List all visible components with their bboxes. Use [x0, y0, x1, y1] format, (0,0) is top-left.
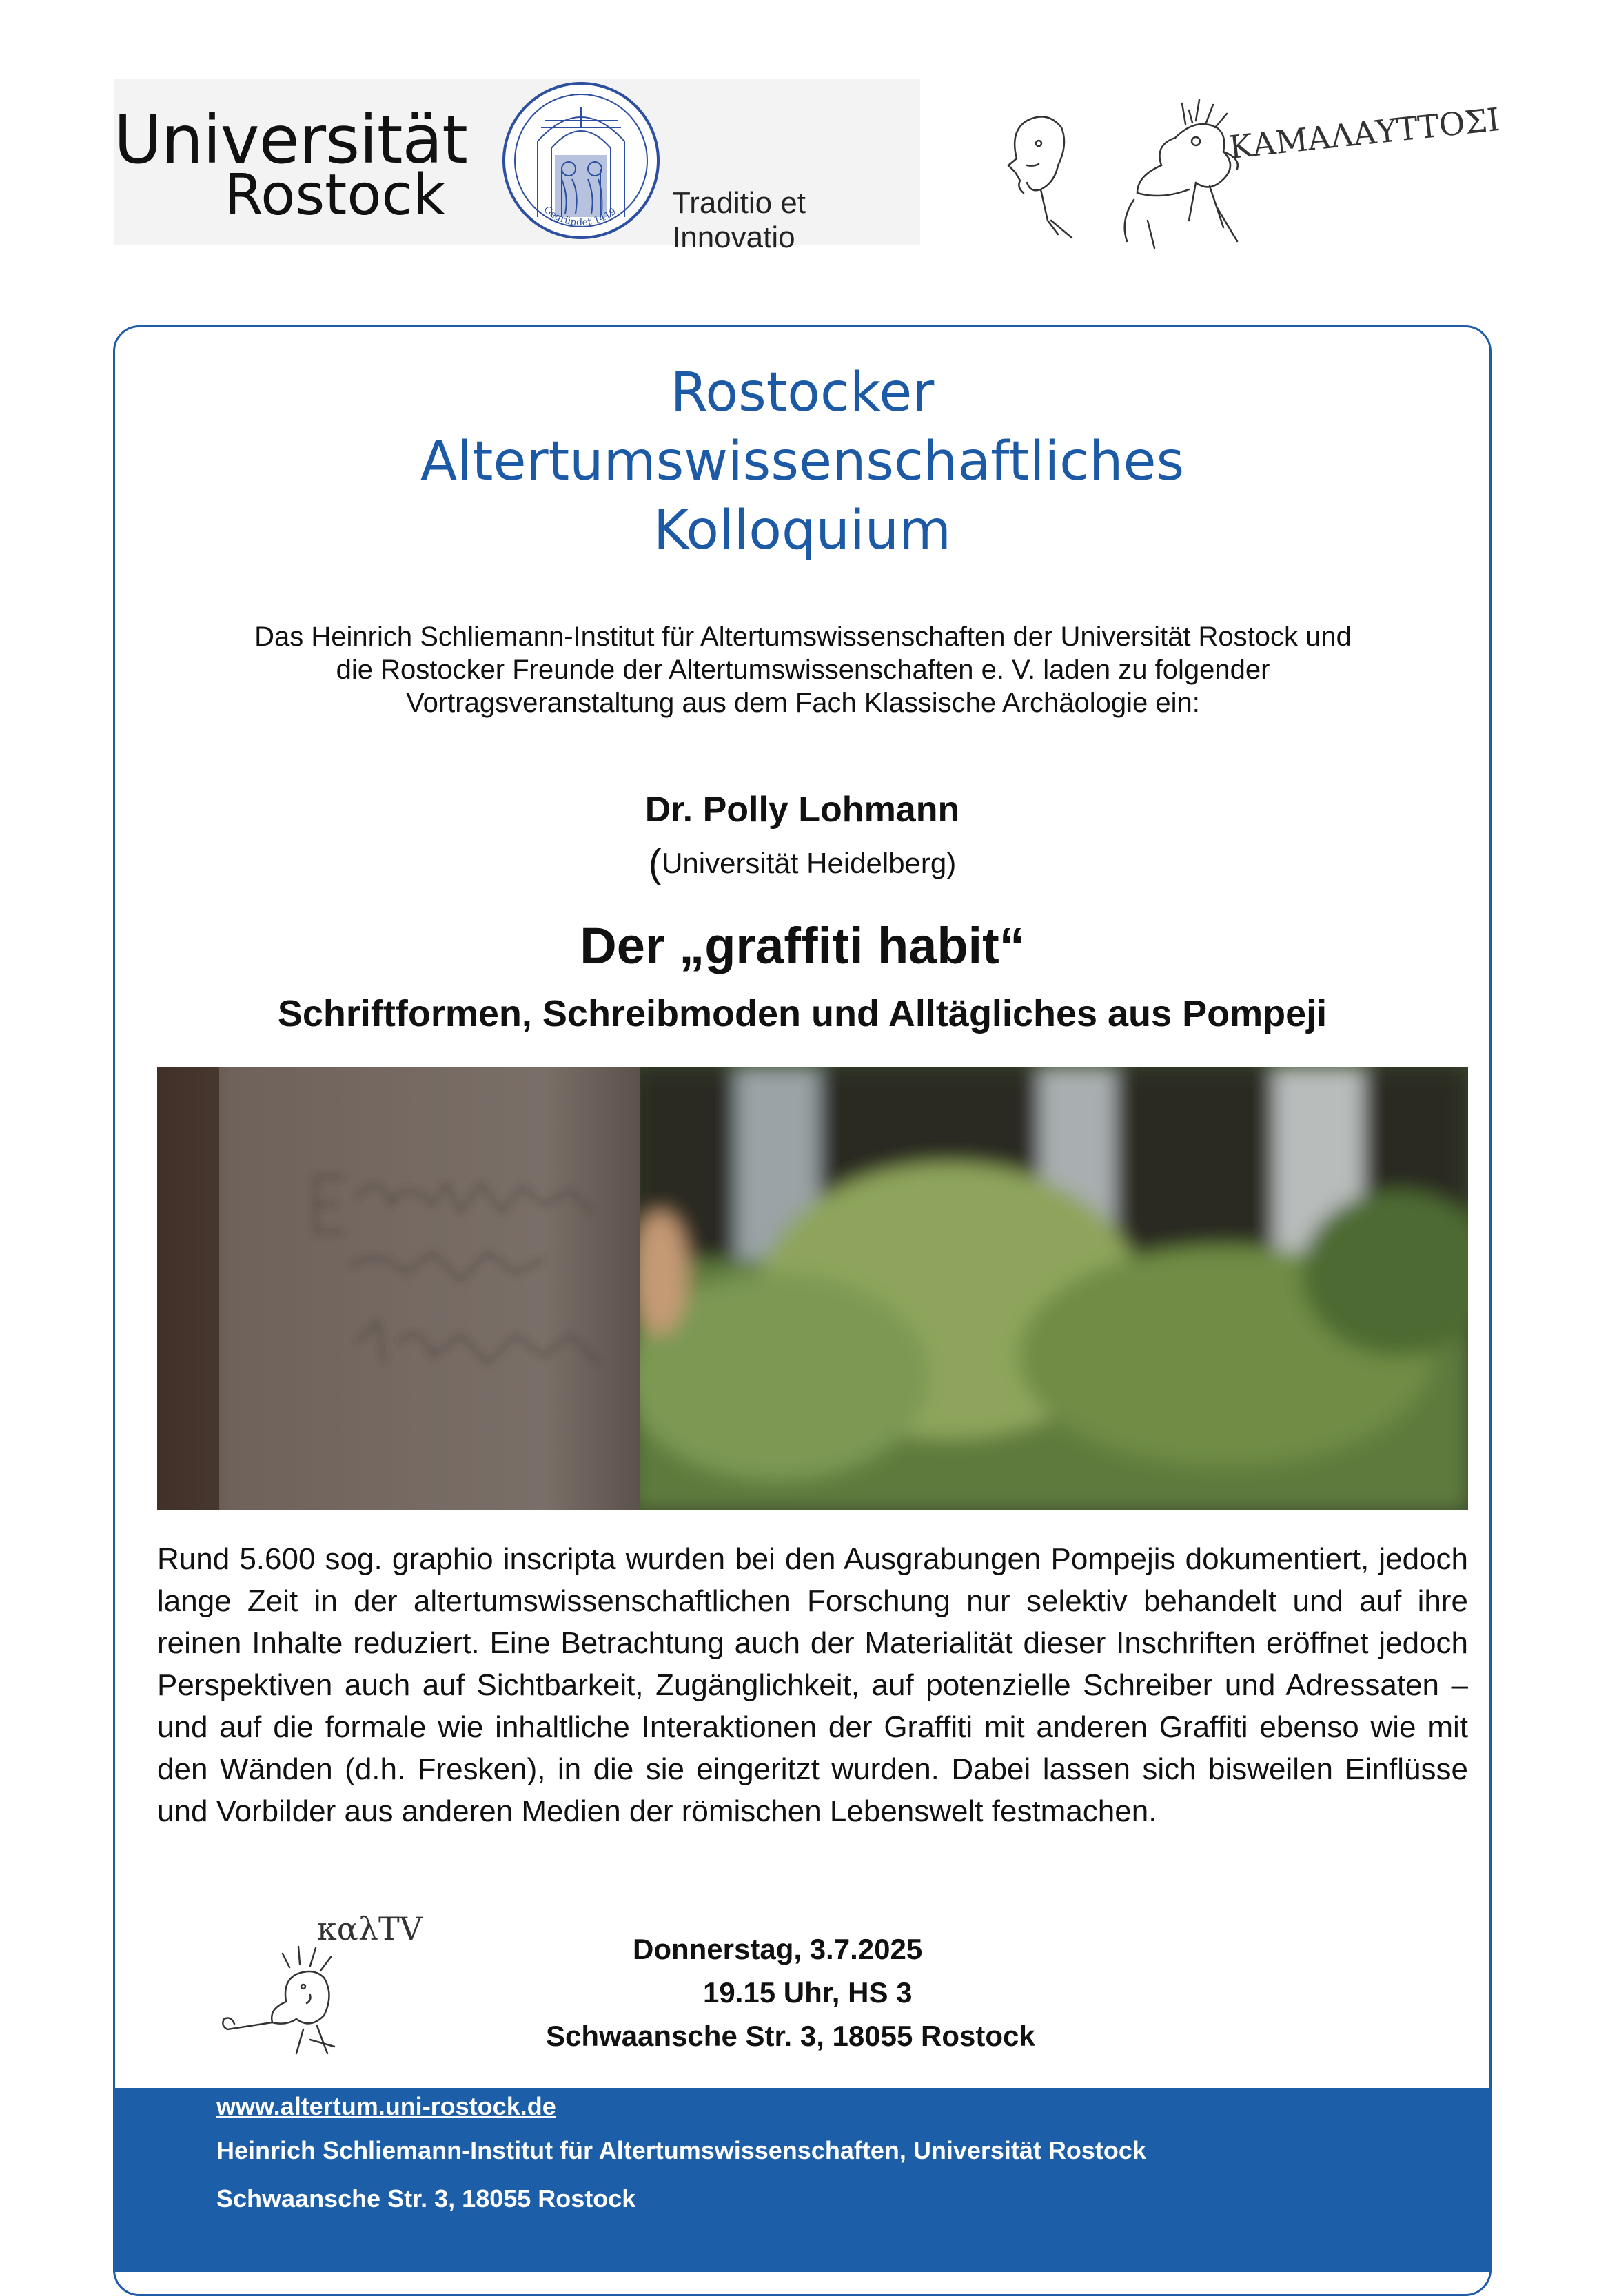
intro-line-2: die Rostocker Freunde der Altertumswissenschaften e. V. laden zu folgender	[336, 655, 1270, 685]
logo-motto: Traditio et Innovatio	[672, 186, 806, 254]
title-line-2: Altertumswissenschaftliches	[420, 431, 1185, 493]
affiliation-text: Universität Heidelberg)	[662, 847, 957, 879]
footer-website-link[interactable]: www.altertum.uni-rostock.de	[216, 2092, 556, 2120]
university-logo	[114, 79, 920, 254]
graffiti-photo	[157, 1067, 1468, 1510]
event-address: Schwaansche Str. 3, 18055 Rostock	[546, 2020, 1035, 2052]
logo-university-word: Universität	[114, 101, 467, 178]
graffiti-head-small-sketch	[207, 1898, 462, 2064]
university-seal-icon	[500, 79, 662, 242]
intro-line-3: Vortragsveranstaltung aus dem Fach Klassische Archäologie ein:	[406, 688, 1200, 718]
event-time-room: 19.15 Uhr, HS 3	[703, 1976, 913, 2009]
graffiti-heads-sketch	[989, 62, 1520, 269]
title-line-3: Kolloquium	[653, 500, 952, 562]
graffiti-top-text: ΚΑΜΑΛΑΥΤΤΟΣΙ	[1227, 101, 1502, 166]
abstract-text: Rund 5.600 sog. graphio inscripta wurden bei den Ausgrabungen Pompejis dokumentiert, jedoch lange Zeit in der altertumswissenschaftlichen Forschung nur selektiv behandelt und auf ihre reinen Inhalte reduziert. Eine Betrachtung auch der Materialität dieser Inschriften eröffnet jedoch Perspektiven auch auf Sichtbarkeit, Zugänglichkeit, auf potenzielle Schreiber und Adressaten – und auf die formale wie inhaltliche Interaktionen der Graffiti mit anderen Graffiti ebenso wie mit den Wänden (d.h. Fresken), in die sie eingeritzt wurden. Dabei lassen sich bisweilen Einflüsse und Vorbilder aus anderen Medien der römischen Lebenswelt festmachen.	[157, 1542, 1468, 1828]
talk-title: Der „graffiti habit“	[580, 917, 1025, 974]
colloquium-title	[113, 358, 1492, 565]
footer-institute: Heinrich Schliemann-Institut für Altertumswissenschaften, Universität Rostock	[216, 2136, 1146, 2164]
speaker-name: Dr. Polly Lohmann	[644, 790, 960, 830]
speaker-affiliation	[113, 841, 1492, 887]
talk-subtitle: Schriftformen, Schreibmoden und Alltägliches aus Pompeji	[277, 993, 1327, 1034]
footer-bar	[113, 2088, 1492, 2272]
intro-line-1: Das Heinrich Schliemann-Institut für Altertumswissenschaften der Universität Rostock und	[254, 622, 1352, 652]
graffiti-bottom-text: καλΤV	[317, 1910, 423, 1947]
title-line-1: Rostocker	[670, 362, 935, 424]
footer-address: Schwaansche Str. 3, 18055 Rostock	[216, 2184, 636, 2213]
logo-rostock-word: Rostock	[224, 163, 446, 228]
affiliation-paren: (	[648, 841, 662, 886]
invitation-text	[159, 620, 1447, 719]
event-date: Donnerstag, 3.7.2025	[633, 1933, 923, 1965]
seal-text: Gegründet 1419	[541, 204, 619, 229]
